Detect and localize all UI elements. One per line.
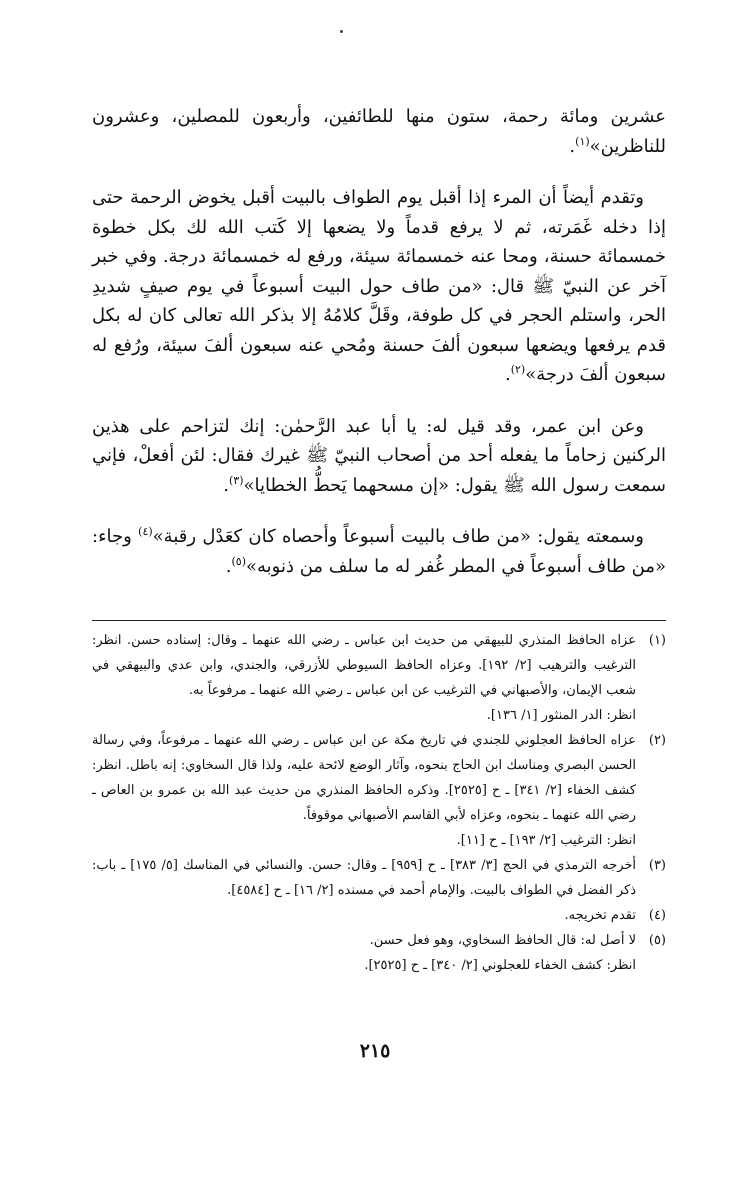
footnote-text: تقدم تخريجه. (564, 908, 636, 923)
footnote-number: (٤) (648, 908, 666, 923)
footnote-3 (92, 853, 666, 903)
footnote-ref-5: (٥) (231, 554, 246, 568)
footnote-number: (١) (648, 633, 666, 648)
footnote-ref-1: (١) (575, 134, 590, 148)
footnote-2 (92, 728, 666, 853)
footnote-text: انظر: الدر المنثور [١/ ١٣٦]. (486, 708, 636, 723)
footnote-1 (92, 628, 666, 728)
footnote-number: (٥) (648, 933, 666, 948)
main-text (92, 102, 666, 581)
footnote-5 (92, 928, 666, 978)
paragraph-2: وتقدم أيضاً أن المرء إذا أقبل يوم الطواف بالبيت أقبل يخوض الرحمة حتى إذا دخله غَمَرته، ثم لا يرفع قدماً ولا يضعها إلا كَتب الله لك بكل خطوة خمسمائة حسنة، ومحا عنه خمسمائة سيئة، ورفع له خمسمائة درجة. وفي خبر آخر عن النبيّ ﷺ قال: «من طاف حول البيت أسبوعاً في يوم صيفٍ شديدِ الحر، واستلم الحجر في كل طوفة، وقَلَّ كلامُهُ إلا بذكر الله تعالى كان له بكل قدم يرفعها ويضعها سبعون ألفَ حسنة ومُحي عنه سبعون ألفَ سيئة، ورُفع له سبعون ألفَ درجة»$^{(٢)}$. (92, 187, 666, 385)
footnote-divider (92, 620, 666, 621)
footnote-number: (٢) (648, 733, 666, 748)
page-number: ٢١٥ (359, 1040, 391, 1062)
footnote-4 (92, 903, 666, 928)
footnote-number: (٣) (648, 858, 666, 873)
footnote-text: عزاه الحافظ المنذري للبيهقي من حديث ابن عباس ـ رضي الله عنهما ـ وقال: إسناده حسن. انظر: الترغيب والترهيب [٢/ ١٩٢]. وعزاه الحافظ السيوطي للأزرقي، والجندي، وابن عدي والبيهقي في شعب الإيمان، والأصبهاني في الترغيب عن ابن عباس ـ رضي الله عنهما ـ مرفوعاً به. (92, 633, 637, 698)
footnotes (92, 628, 666, 978)
footnote-ref-2: (٢) (510, 363, 526, 376)
footnote-text: انظر: كشف الخفاء للعجلوني [٢/ ٣٤٠] ـ ح [٢٥٢٥]. (364, 958, 636, 973)
footnote-ref-3: (٣) (229, 473, 244, 487)
footnote-text: عزاه الحافظ العجلوني للجندي في تاريخ مكة عن ابن عباس ـ رضي الله عنهما ـ مرفوعاً، وفي رسالة الحسن البصري ومناسك ابن الحاج بنحوه، وآثار الوضع لائحة عليه، ولذا قال السخاوي: إنه باطل. انظر: كشف الخفاء [٢/ ٣٤١] ـ ح [٢٥٢٥]. وذكره الحافظ المنذري من حديث عبد الله بن عمرو بن العاص ـ رضي الله عنهما ـ بنحوه، وعزاه لأبي القاسم الأصبهاني موقوفاً. (92, 733, 637, 823)
footnote-text: أخرجه الترمذي في الحج [٣/ ٣٨٣] ـ ح [٩٥٩] ـ وقال: حسن. والنسائي في المناسك [٥/ ١٧٥] ـ باب: ذكر الفضل في الطواف بالبيت. والإمام أحمد في مسنده [٢/ ١٦] ـ ح [٤٥٨٤]. (92, 858, 637, 898)
footnote-ref-4: (٤) (138, 525, 153, 538)
footnote-text: لا أصل له: قال الحافظ السخاوي، وهو فعل حسن. (369, 933, 636, 948)
footnote-text: انظر: الترغيب [٢/ ١٩٣] ـ ح [١١]. (456, 833, 636, 848)
page-speck (340, 30, 343, 33)
paragraph-4: وسمعته يقول: «من طاف بالبيت أسبوعاً وأحصاه كان كعَدْل رقبة»$^{(٤)}$ وجاء: «من طاف أسبوعاً في المطر غُفر له ما سلف من ذنوبه»$^{(٥)}$. (92, 525, 666, 577)
paragraph-3: وعن ابن عمر، وقد قيل له: يا أبا عبد الرَّحمٰن: إنك لتزاحم على هذين الركنين زحاماً ما يفعله أحد من أصحاب النبيّ ﷺ غيرك فقال: لئن أفعلْ، فإني سمعت رسول الله ﷺ يقول: «إن مسحهما يَحطُّ الخطايا»$^{(٣)}$. (92, 415, 666, 496)
paragraph-1: عشرين ومائة رحمة، ستون منها للطائفين، وأربعون للمصلين، وعشرون للناظرين»$^{(١)}$. (92, 106, 666, 157)
